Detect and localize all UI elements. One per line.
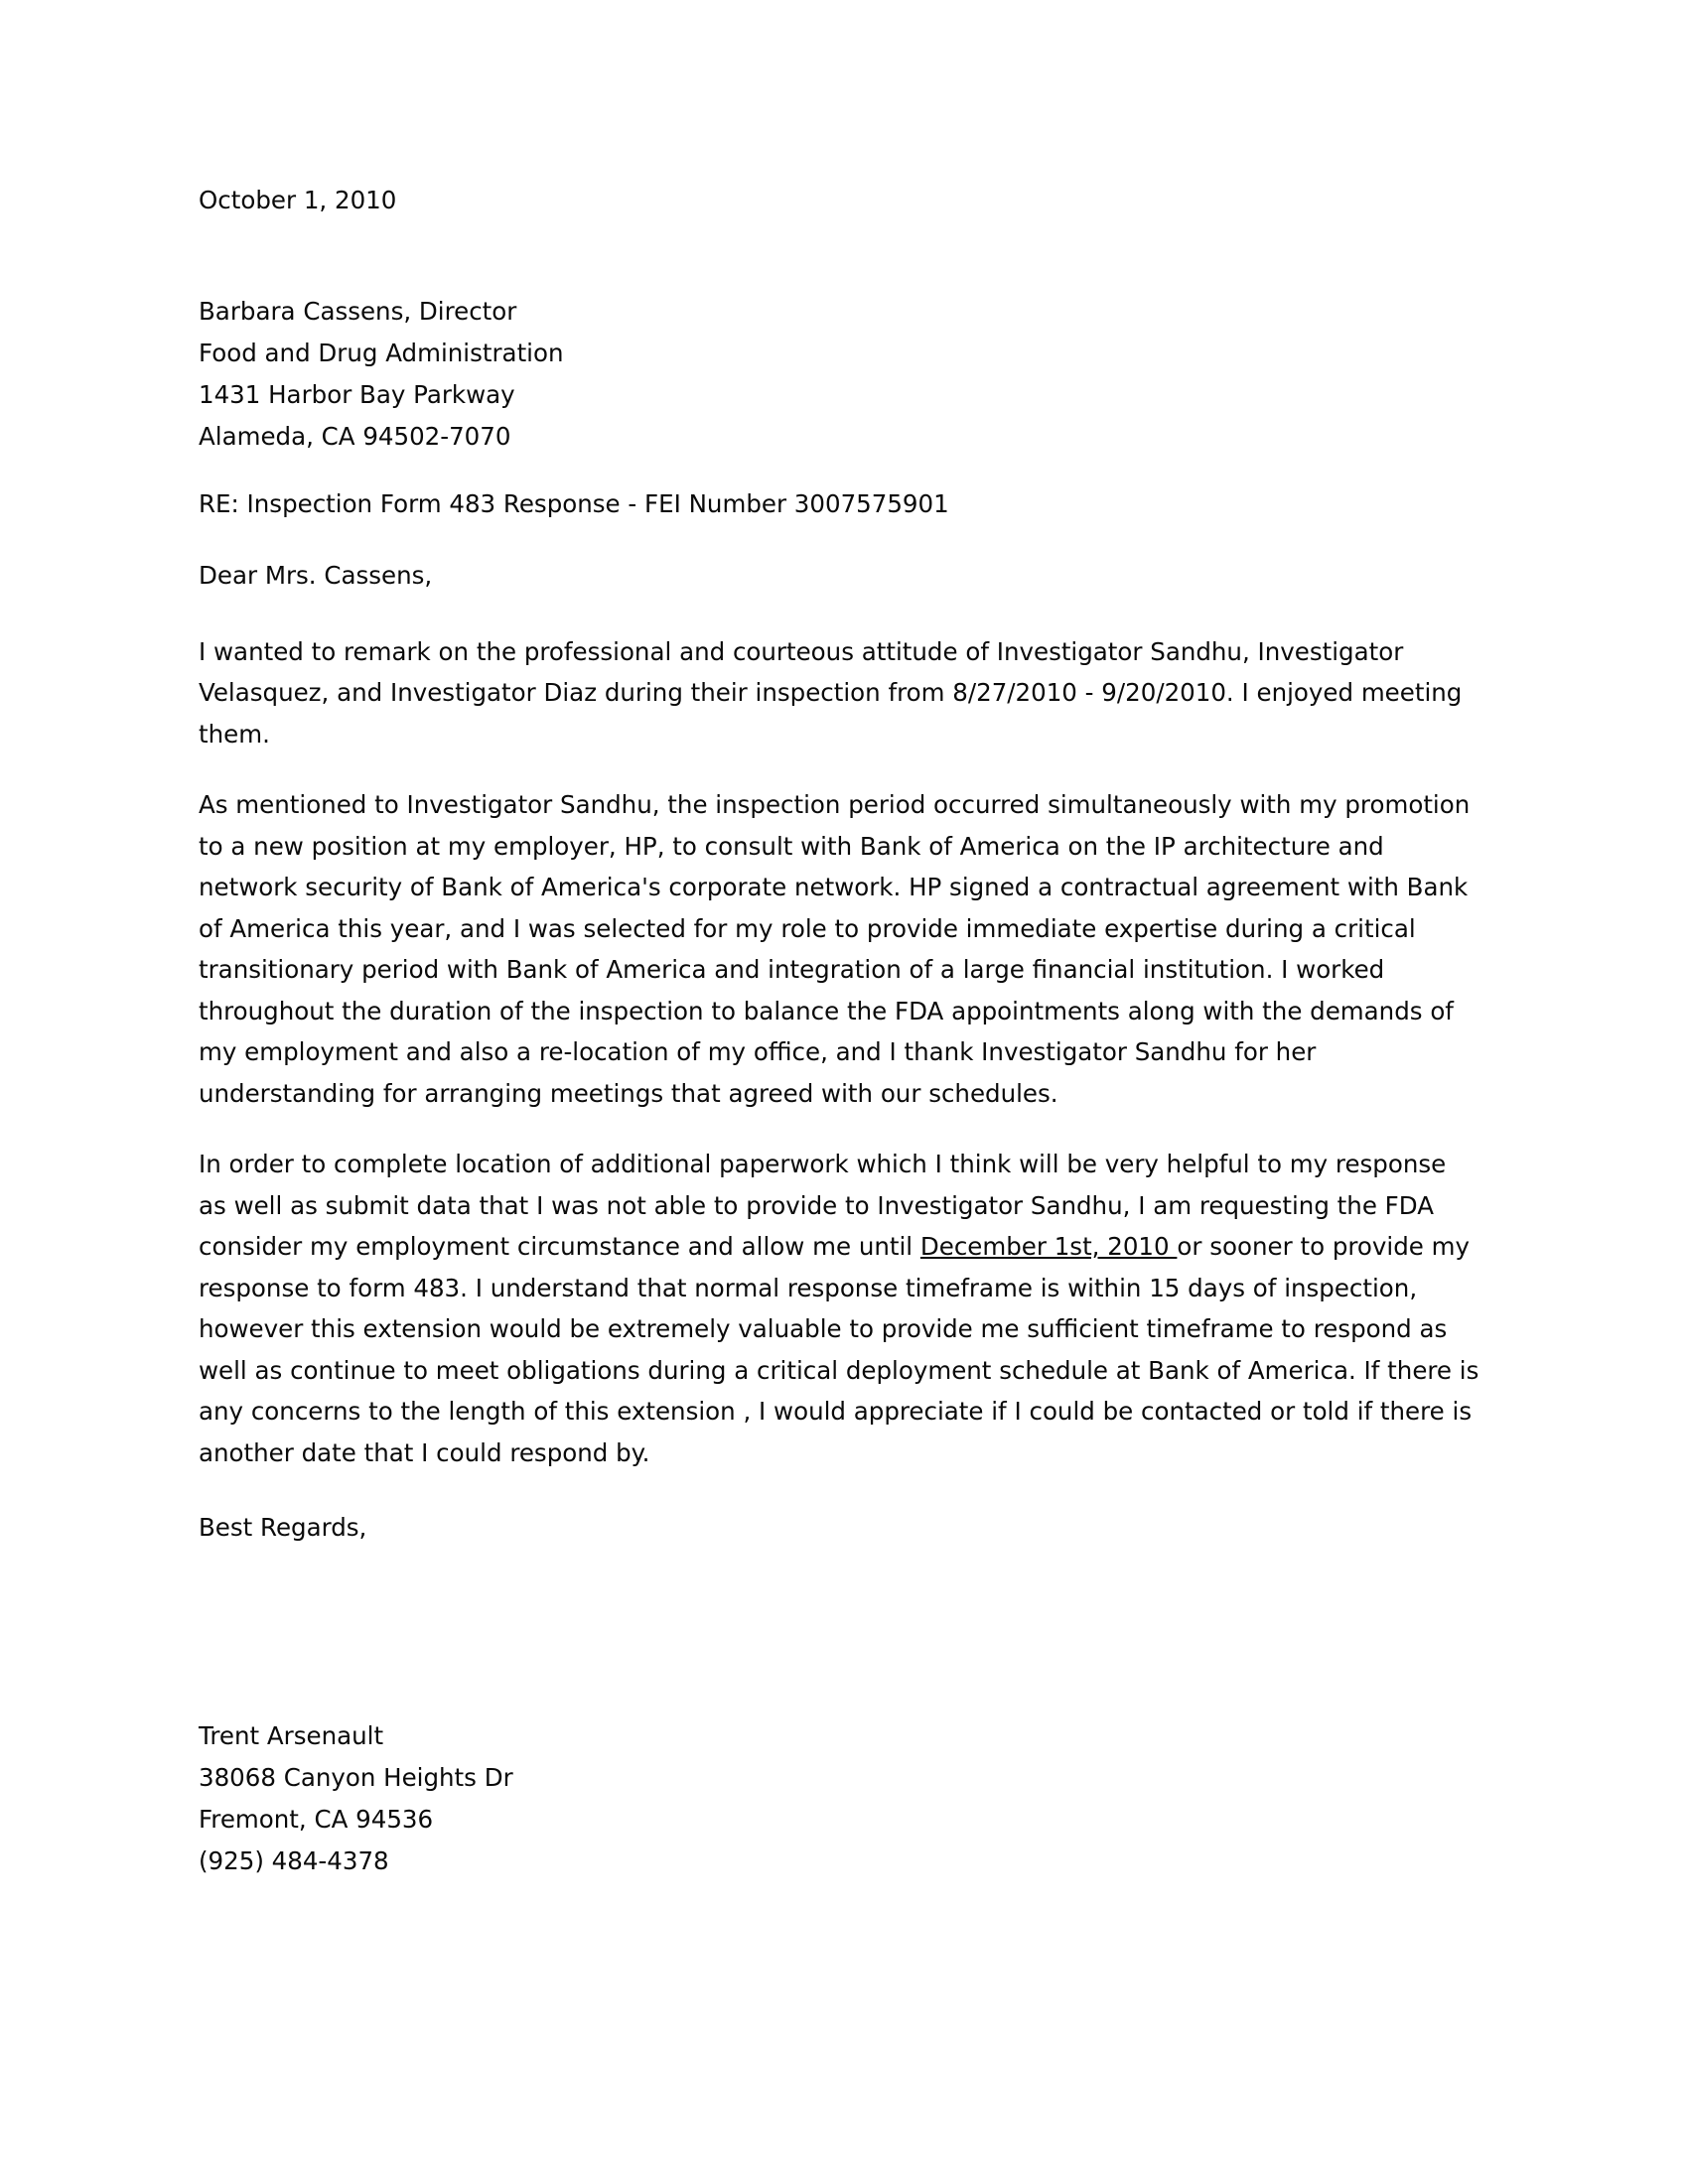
recipient-address-block	[199, 291, 1479, 458]
paragraph-3-part-before: In order to complete location of additional paperwork which I think will be very helpful to my response as well as submit data that I was not able to provide to Investigator Sandhu, I am requesting the FDA consider my employment circumstance and allow me until	[199, 1150, 1447, 1261]
recipient-line: Alameda, CA 94502-7070	[199, 421, 511, 451]
letter-body	[199, 186, 1479, 1882]
spacer	[199, 458, 1479, 483]
spacer	[199, 525, 1479, 555]
spacer	[199, 213, 1479, 291]
signer-address-block	[199, 1715, 1479, 1882]
recipient-line: 1431 Harbor Bay Parkway	[199, 379, 515, 409]
paragraph-3-part-after: or sooner to provide my response to form 483. I understand that normal response timeframe is within 15 days of inspection, however this extension would be extremely valuable to provide me sufficient timeframe to respond as well as continue to meet obligations during a critical deployment schedule at Bank of America. If there is any concerns to the length of this extension , I would appreciate if I could be contacted or told if there is another date that I could respond by.	[199, 1232, 1479, 1467]
paragraph-3	[199, 1144, 1479, 1473]
closing: Best Regards,	[199, 1513, 367, 1542]
paragraph-2: As mentioned to Investigator Sandhu, the inspection period occurred simultaneously with my promotion to a new position at my employer, HP, to consult with Bank of America on the IP architecture and network security of Bank of America's corporate network. HP signed a contractual agreement with Bank of America this year, and I was selected for my role to provide immediate expertise during a critical transitionary period with Bank of America and integration of a large financial institution. I worked throughout the duration of the inspection to balance the FDA appointments along with the demands of my employment and also a re-location of my office, and I thank Investigator Sandhu for her understanding for arranging meetings that agreed with our schedules.	[199, 790, 1471, 1108]
signer-name: Trent Arsenault	[199, 1721, 384, 1750]
signer-street: 38068 Canyon Heights Dr	[199, 1763, 513, 1792]
signature-space	[199, 1549, 1479, 1715]
paragraph-1: I wanted to remark on the professional and courteous attitude of Investigator Sandhu, Investigator Velasquez, and Investigator Diaz during their inspection from 8/27/2010 - 9/20/2010. I enjoyed meeting them.	[199, 636, 1463, 749]
subject-line: RE: Inspection Form 483 Response - FEI Number 3007575901	[199, 488, 949, 518]
letter-date: October 1, 2010	[199, 186, 397, 214]
deadline-date-emphasis: December 1st, 2010	[919, 1232, 1178, 1261]
salutation: Dear Mrs. Cassens,	[199, 560, 433, 590]
signer-phone: (925) 484-4378	[199, 1846, 389, 1875]
signer-city-state-zip: Fremont, CA 94536	[199, 1805, 434, 1834]
recipient-line: Barbara Cassens, Director	[199, 296, 517, 326]
recipient-line: Food and Drug Administration	[199, 338, 564, 367]
